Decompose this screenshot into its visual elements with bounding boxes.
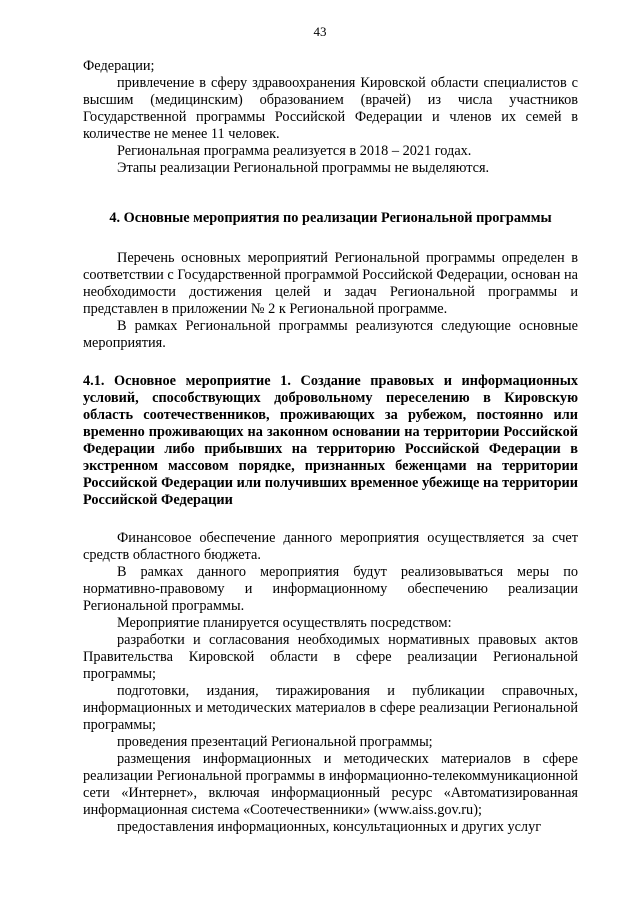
paragraph: Финансовое обеспечение данного мероприятия осуществляется за счет средств областного бюджета. bbox=[83, 530, 578, 563]
page-number: 43 bbox=[313, 24, 327, 39]
subsection-heading: 4.1. Основное мероприятие 1. Создание правовых и информационных условий, способствующих добровольному переселению в Кировскую область соотечественников, проживающих за рубежом, постоянно или временно проживающих на законном основании на территории Российской Федерации либо прибывших на территорию Российской Федерации в экстренном массовом порядке, признанных беженцами на территории Российской Федерации или получивших временное убежище на территории Российской Федерации bbox=[83, 373, 578, 508]
paragraph: Мероприятие планируется осуществлять посредством: bbox=[117, 615, 452, 631]
document-body bbox=[83, 58, 578, 836]
paragraph: В рамках Региональной программы реализуются следующие основные мероприятия. bbox=[83, 318, 578, 351]
paragraph: предоставления информационных, консультационных и других услуг bbox=[117, 819, 542, 835]
paragraph: В рамках данного мероприятия будут реализовываться меры по нормативно-правовому и информационному обеспечению реализации Региональной программы. bbox=[83, 564, 578, 614]
paragraph: Перечень основных мероприятий Региональной программы определен в соответствии с Государственной программой Российской Федерации, основан на необходимости достижения целей и задач Региональной программы и представлен в приложении № 2 к Региональной программе. bbox=[83, 250, 578, 317]
paragraph: разработки и согласования необходимых нормативных правовых актов Правительства Кировской области в сфере реализации Региональной программы; bbox=[83, 632, 578, 682]
paragraph: проведения презентаций Региональной программы; bbox=[117, 734, 433, 750]
paragraph: Федерации; bbox=[83, 58, 155, 74]
paragraph: Региональная программа реализуется в 2018 – 2021 годах. bbox=[117, 143, 472, 159]
paragraph: подготовки, издания, тиражирования и публикации справочных, информационных и методических материалов в сфере реализации Региональной программы; bbox=[83, 683, 578, 733]
paragraph: размещения информационных и методических материалов в сфере реализации Региональной программы в информационно-телекоммуникационной сети «Интернет», включая информационный ресурс «Автоматизированная информационная система «Соотечественники» (www.aiss.gov.ru); bbox=[83, 751, 578, 818]
paragraph: привлечение в сферу здравоохранения Кировской области специалистов с высшим (медицинским) образованием (врачей) из числа участников Государственной программы Российской Федерации и членов их семей в количестве не менее 11 человек. bbox=[83, 75, 578, 142]
paragraph: Этапы реализации Региональной программы не выделяются. bbox=[117, 160, 490, 176]
section-heading: 4. Основные мероприятия по реализации Региональной программы bbox=[109, 210, 552, 226]
